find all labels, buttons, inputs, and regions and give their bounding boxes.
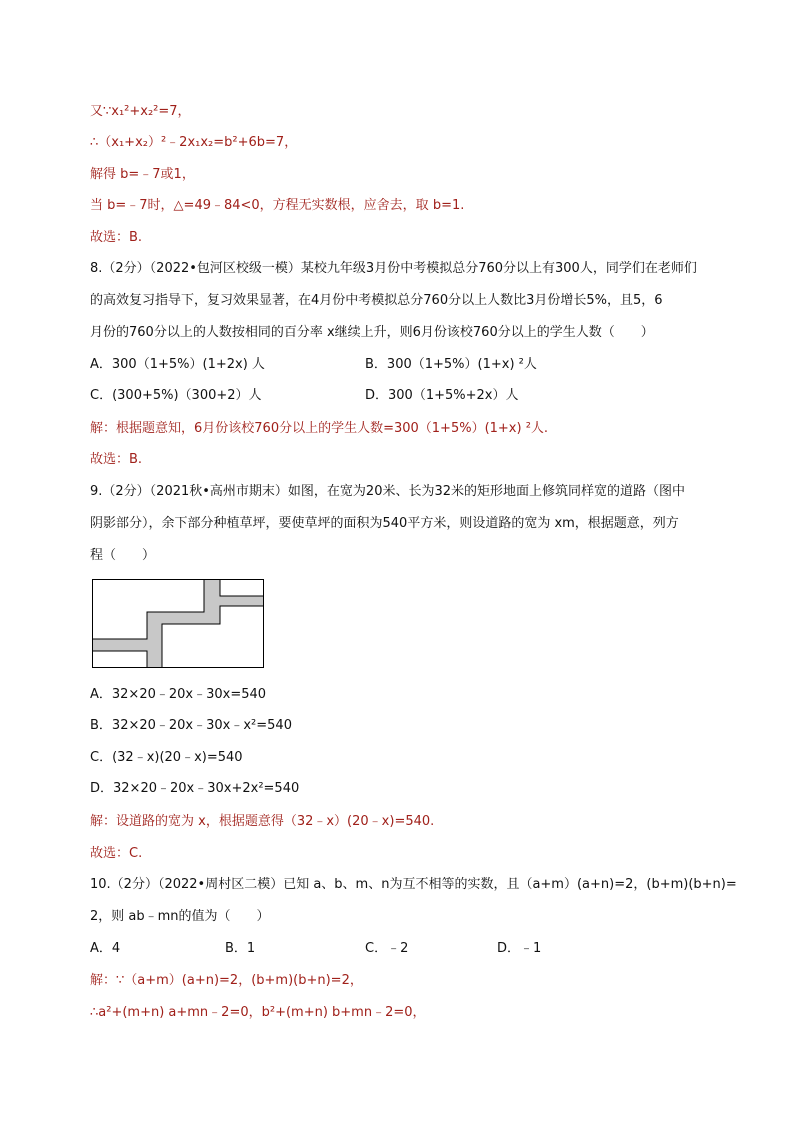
solution-line: 解：∵（a+m）(a+n)=2，(b+m)(b+n)=2， [90,973,363,988]
question-9-text: 阴影部分），余下部分种植草坪，要使草坪的面积为540平方米，则设道路的宽为 xm，根据题意，列方 [90,516,679,531]
solution-line: 解得 b=﹣7或1， [90,167,195,182]
answer-line: 故选：B. [90,230,143,245]
solution-line: ∴（x₁+x₂）²﹣2x₁x₂=b²+6b=7， [90,135,298,150]
option-a: A．4 [90,941,121,956]
question-10-text: 10.（2分）（2022•周村区二模）已知 a、b、m、n为互不相等的实数，且（a+m）(a+n)=2，(b+m)(b+n)= [90,877,737,892]
road-diagram [92,579,265,669]
solution-line: 解：根据题意知，6月份该校760分以上的学生人数=300（1+5%）(1+x) ²人. [90,421,549,436]
question-10-text: 2，则 ab﹣mn的值为（ ） [90,909,270,924]
option-a: A．300（1+5%）(1+2x) 人 [90,357,265,372]
option-c: C．(300+5%)（300+2）人 [90,388,262,403]
option-b: B．32×20﹣20x﹣30x﹣x²=540 [90,718,292,733]
question-9-text: 9.（2分）（2021秋•高州市期末）如图，在宽为20米、长为32米的矩形地面上修筑同样宽的道路（图中 [90,484,686,499]
option-d: D．32×20﹣20x﹣30x+2x²=540 [90,781,300,796]
answer-line: 故选：C. [90,846,143,861]
question-8-text: 8.（2分）（2022•包河区校级一模）某校九年级3月份中考模拟总分760分以上有300人，同学们在老师们 [90,261,697,276]
option-d: D．300（1+5%+2x）人 [365,388,519,403]
solution-line: 当 b=﹣7时，△=49﹣84<0，方程无实数根，应舍去，取 b=1. [90,198,465,213]
solution-line: ∴a²+(m+n) a+mn﹣2=0，b²+(m+n) b+mn﹣2=0， [90,1005,426,1020]
option-b: B．300（1+5%）(1+x) ²人 [365,357,537,372]
answer-line: 故选：B. [90,452,143,467]
question-8-text: 月份的760分以上的人数按相同的百分率 x继续上升，则6月份该校760分以上的学生人数（ ） [90,325,654,340]
option-c: C．﹣2 [365,941,409,956]
question-8-text: 的高效复习指导下，复习效果显著，在4月份中考模拟总分760分以上人数比3月份增长5%，且5，6 [90,293,663,308]
solution-line: 解：设道路的宽为 x，根据题意得（32﹣x）(20﹣x)=540. [90,814,435,829]
question-9-text: 程（ ） [90,548,156,563]
solution-line: 又∵x₁²+x₂²=7， [90,104,191,119]
option-b: B．1 [225,941,256,956]
option-d: D．﹣1 [497,941,542,956]
option-a: A．32×20﹣20x﹣30x=540 [90,687,267,702]
option-c: C．(32﹣x)(20﹣x)=540 [90,750,243,765]
